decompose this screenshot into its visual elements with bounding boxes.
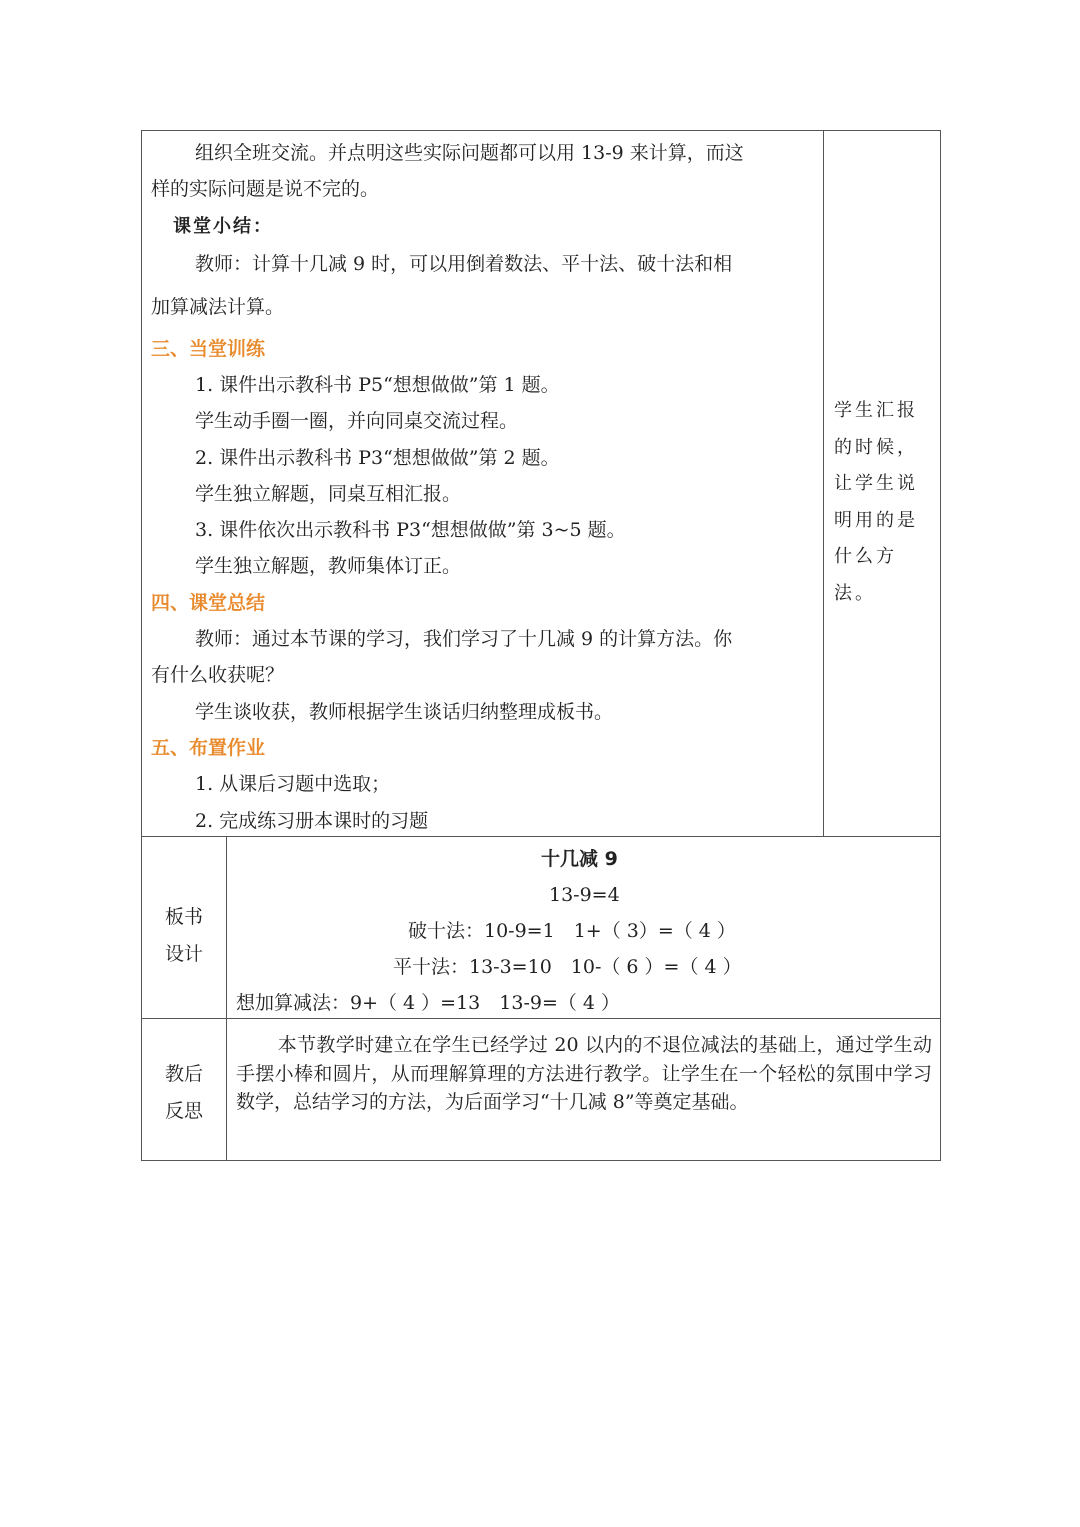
- side-note-line: 让学生说: [834, 473, 918, 494]
- reflection-label-line: 教后: [164, 1063, 203, 1085]
- side-note-cell: [824, 131, 941, 837]
- body-line: 学生独立解题，教师集体订正。: [195, 555, 462, 577]
- board-label-line: 板书: [164, 906, 203, 928]
- section-heading-practice: 三、当堂训练: [151, 338, 266, 360]
- body-line: 1. 课件出示教科书 P5“想想做做”第 1 题。: [195, 374, 560, 396]
- board-row: [142, 837, 941, 1019]
- body-line: 样的实际问题是说不完的。: [151, 178, 380, 200]
- body-line: 2. 课件出示教科书 P3“想想做做”第 2 题。: [195, 447, 560, 469]
- body-line: 教师：计算十几减 9 时，可以用倒着数法、平十法、破十法和相: [195, 253, 733, 275]
- reflection-content-cell: [227, 1019, 941, 1161]
- reflection-label-cell: [142, 1019, 227, 1161]
- section-heading-summary: 四、课堂总结: [151, 592, 266, 614]
- procedure-cell: [142, 131, 824, 837]
- side-note-line: 法。: [834, 582, 876, 604]
- board-label-cell: [142, 837, 227, 1019]
- board-label-line: 设计: [164, 943, 203, 965]
- body-line: 2. 完成练习册本课时的习题: [195, 810, 429, 832]
- board-line: 想加算减法：9+（ 4 ）=13 13-9=（ 4 ）: [236, 992, 621, 1014]
- body-line: 1. 从课后习题中选取；: [195, 773, 391, 795]
- side-note-line: 学生汇报: [834, 400, 918, 421]
- side-note: [834, 393, 934, 612]
- body-line: 学生独立解题，同桌互相汇报。: [195, 483, 462, 505]
- body-line: 3. 课件依次出示教科书 P3“想想做做”第 3~5 题。: [195, 519, 626, 541]
- side-note-line: 什么方: [834, 546, 897, 567]
- body-line: 有什么收获呢？: [151, 664, 285, 686]
- side-note-line: 明用的是: [834, 509, 918, 531]
- lesson-plan-table: [141, 130, 941, 1161]
- procedure-row: [142, 131, 941, 837]
- board-title: 十几减 9: [541, 848, 618, 870]
- body-line: 学生谈收获，教师根据学生谈话归纳整理成板书。: [195, 701, 614, 723]
- side-note-line: 的时候，: [834, 436, 918, 458]
- body-line: 加算减法计算。: [151, 296, 285, 318]
- body-line: 学生动手圈一圈，并向同桌交流过程。: [195, 410, 519, 432]
- board-content-cell: [227, 837, 941, 1019]
- board-line: 破十法：10-9=1 1+（ 3）=（ 4 ）: [408, 920, 736, 942]
- summary-subheading: 课堂小结：: [173, 216, 273, 237]
- reflection-label-line: 反思: [164, 1100, 203, 1122]
- board-line: 13-9=4: [549, 884, 620, 906]
- reflection-row: [142, 1019, 941, 1161]
- section-heading-homework: 五、布置作业: [151, 737, 266, 759]
- body-line: 教师：通过本节课的学习，我们学习了十几减 9 的计算方法。你: [195, 628, 733, 650]
- body-line: 组织全班交流。并点明这些实际问题都可以用 13-9 来计算，而这: [195, 142, 744, 164]
- reflection-text: 本节教学时建立在学生已经学过 20 以内的不退位减法的基础上，通过学生动手摆小棒和圆片，从而理解算理的方法进行教学。让学生在一个轻松的氛围中学习数学，总结学习的方法，为后面学习“十几减 8”等奠定基础。: [236, 1034, 932, 1113]
- board-line: 平十法：13-3=10 10-（ 6 ）=（ 4 ）: [393, 956, 742, 978]
